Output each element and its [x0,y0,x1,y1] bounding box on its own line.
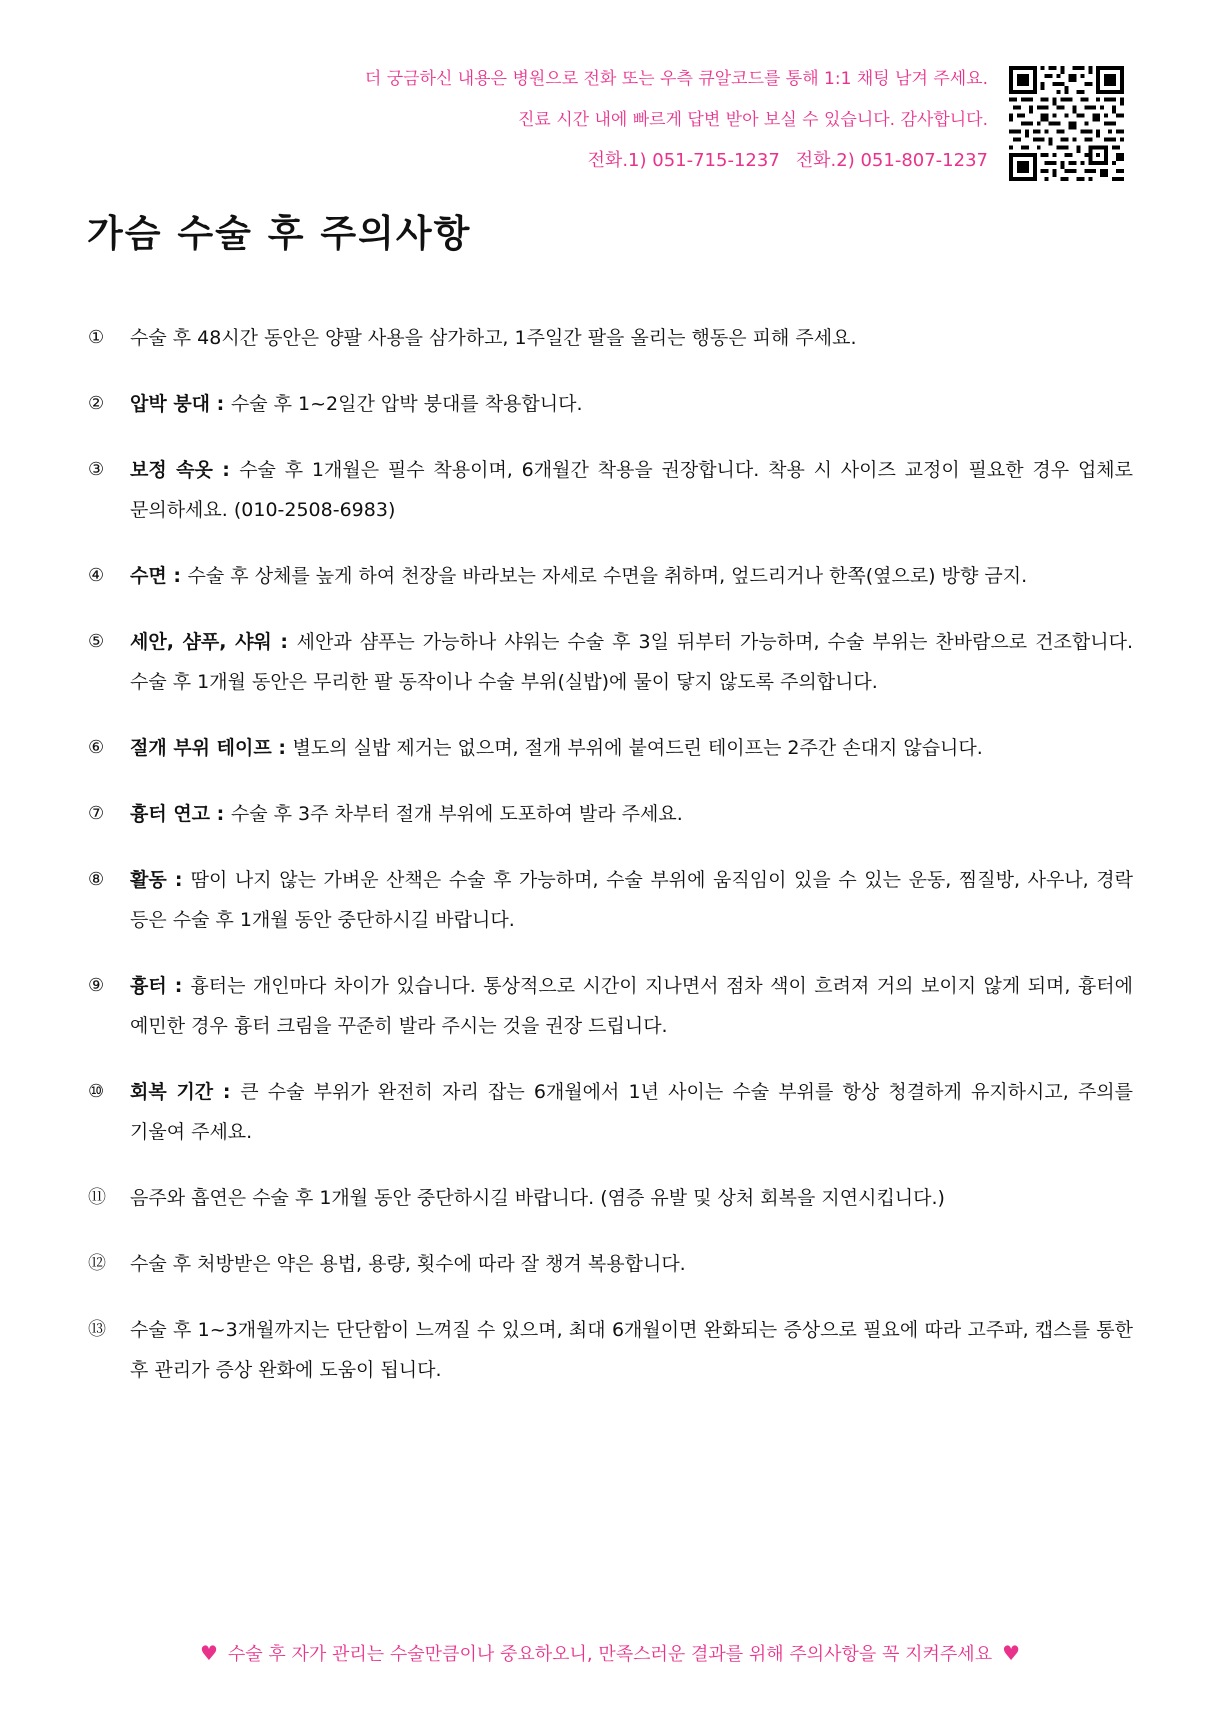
item-body [130,1072,1133,1152]
item-label: 흉터 [130,975,167,997]
list-item [88,1072,1133,1152]
list-item [88,1244,1133,1284]
item-separator: : [213,1081,241,1103]
item-body [130,860,1133,940]
phone-1[interactable]: 전화.1) 051-715-1237 [587,150,780,171]
list-item [88,318,1133,358]
item-separator: : [212,459,240,481]
item-text: 수술 후 1~3개월까지는 단단함이 느껴질 수 있으며, 최대 6개월이면 완화되는 증상으로 필요에 따라 고주파, 캡스를 통한 후 관리가 증상 완화에 도움이 됩니다. [130,1319,1133,1381]
item-text: 세안과 샴푸는 가능하나 샤워는 수술 후 3일 뒤부터 가능하며, 수술 부위는 찬바람으로 건조합니다. 수술 후 1개월 동안은 무리한 팔 동작이나 수술 부위(실밥)에 물이 닿지 않도록 주의합니다. [130,631,1134,693]
item-separator: : [166,565,188,587]
page-title: 가슴 수술 후 주의사항 [87,212,472,255]
item-separator: : [166,975,191,997]
item-text: 수술 후 상체를 높게 하여 천장을 바라보는 자세로 수면을 취하며, 엎드리거나 한쪽(옆으로) 방향 금지. [187,565,1028,587]
item-body [130,794,1133,834]
list-item [88,450,1133,530]
item-number: ④ [88,565,105,586]
precautions-list [88,318,1133,1416]
qr-code-icon[interactable] [1009,66,1124,181]
item-label: 수면 [130,565,167,587]
item-number: ① [88,327,105,348]
list-item [88,622,1133,702]
item-number: ③ [88,459,105,480]
contact-info [365,68,988,191]
qr-code-graphic [1009,66,1124,181]
list-item [88,556,1133,596]
list-item [88,794,1133,834]
item-text: 수술 후 3주 차부터 절개 부위에 도포하여 발라 주세요. [230,803,683,825]
heart-icon: ♥ [1002,1641,1021,1665]
list-item [88,728,1133,768]
item-body [130,1178,1133,1218]
item-separator: : [271,737,293,759]
footer-text: 수술 후 자가 관리는 수술만큼이나 중요하오니, 만족스러운 결과를 위해 주의사항을 꼭 지켜주세요 [227,1644,993,1665]
heart-icon: ♥ [199,1641,218,1665]
item-label: 활동 [130,869,167,891]
item-label: 회복 기간 [130,1081,214,1103]
item-body [130,728,1133,768]
item-text: 큰 수술 부위가 완전히 자리 잡는 6개월에서 1년 사이는 수술 부위를 항상 청결하게 유지하시고, 주의를 기울여 주세요. [130,1081,1134,1143]
item-separator: : [166,869,191,891]
item-label: 압박 붕대 [130,393,211,415]
item-number: ⑤ [88,631,105,652]
item-text: 흉터는 개인마다 차이가 있습니다. 통상적으로 시간이 지나면서 점차 색이 흐려져 거의 보이지 않게 되며, 흉터에 예민한 경우 흉터 크림을 꾸준히 발라 주시는 것을 권장 드립니다. [130,975,1133,1037]
item-text: 수술 후 48시간 동안은 양팔 사용을 삼가하고, 1주일간 팔을 올리는 행동은 피해 주세요. [130,327,857,349]
item-number: ⑫ [88,1253,106,1274]
item-number: ⑩ [88,1081,105,1102]
item-label: 절개 부위 테이프 [130,737,272,759]
list-item [88,860,1133,940]
item-label: 세안, 샴푸, 샤워 [130,631,272,653]
item-body [130,966,1133,1046]
item-label: 보정 속옷 [130,459,213,481]
item-text: 수술 후 처방받은 약은 용법, 용량, 횟수에 따라 잘 챙겨 복용합니다. [130,1253,686,1275]
phone-numbers [365,150,988,172]
contact-line-2: 진료 시간 내에 빠르게 답변 받아 보실 수 있습니다. 감사합니다. [518,110,988,130]
footer-note [0,1640,1220,1666]
item-text: 수술 후 1~2일간 압박 붕대를 착용합니다. [230,393,583,415]
item-label: 흉터 연고 [130,803,211,825]
item-body [130,556,1133,596]
item-number: ⑥ [88,737,105,758]
contact-line-1: 더 궁금하신 내용은 병원으로 전화 또는 우측 큐알코드를 통해 1:1 채팅 남겨 주세요. [364,69,988,89]
item-body [130,450,1133,530]
phone-2[interactable]: 전화.2) 051-807-1237 [795,150,988,171]
item-separator: : [210,393,231,415]
list-item [88,1178,1133,1218]
item-number: ⑪ [88,1187,106,1208]
item-separator: : [271,631,297,653]
item-number: ⑬ [88,1319,106,1340]
list-item [88,966,1133,1046]
item-text: 음주와 흡연은 수술 후 1개월 동안 중단하시길 바랍니다. (염증 유발 및 상처 회복을 지연시킵니다.) [130,1187,945,1209]
list-item [88,384,1133,424]
item-body [130,384,1133,424]
item-number: ⑧ [88,869,105,890]
item-body [130,622,1133,702]
item-text: 별도의 실밥 제거는 없으며, 절개 부위에 붙여드린 테이프는 2주간 손대지 않습니다. [292,737,983,759]
item-number: ⑨ [88,975,105,996]
item-body [130,318,1133,358]
item-body [130,1244,1133,1284]
item-text: 수술 후 1개월은 필수 착용이며, 6개월간 착용을 권장합니다. 착용 시 사이즈 교정이 필요한 경우 업체로 문의하세요. (010-2508-6983) [130,459,1134,521]
item-separator: : [210,803,231,825]
list-item [88,1310,1133,1390]
item-body [130,1310,1133,1390]
item-number: ⑦ [88,803,105,824]
item-number: ② [88,393,105,414]
item-text: 땀이 나지 않는 가벼운 산책은 수술 후 가능하며, 수술 부위에 움직임이 있을 수 있는 운동, 찜질방, 사우나, 경락 등은 수술 후 1개월 동안 중단하시길 바랍니다. [130,869,1133,931]
